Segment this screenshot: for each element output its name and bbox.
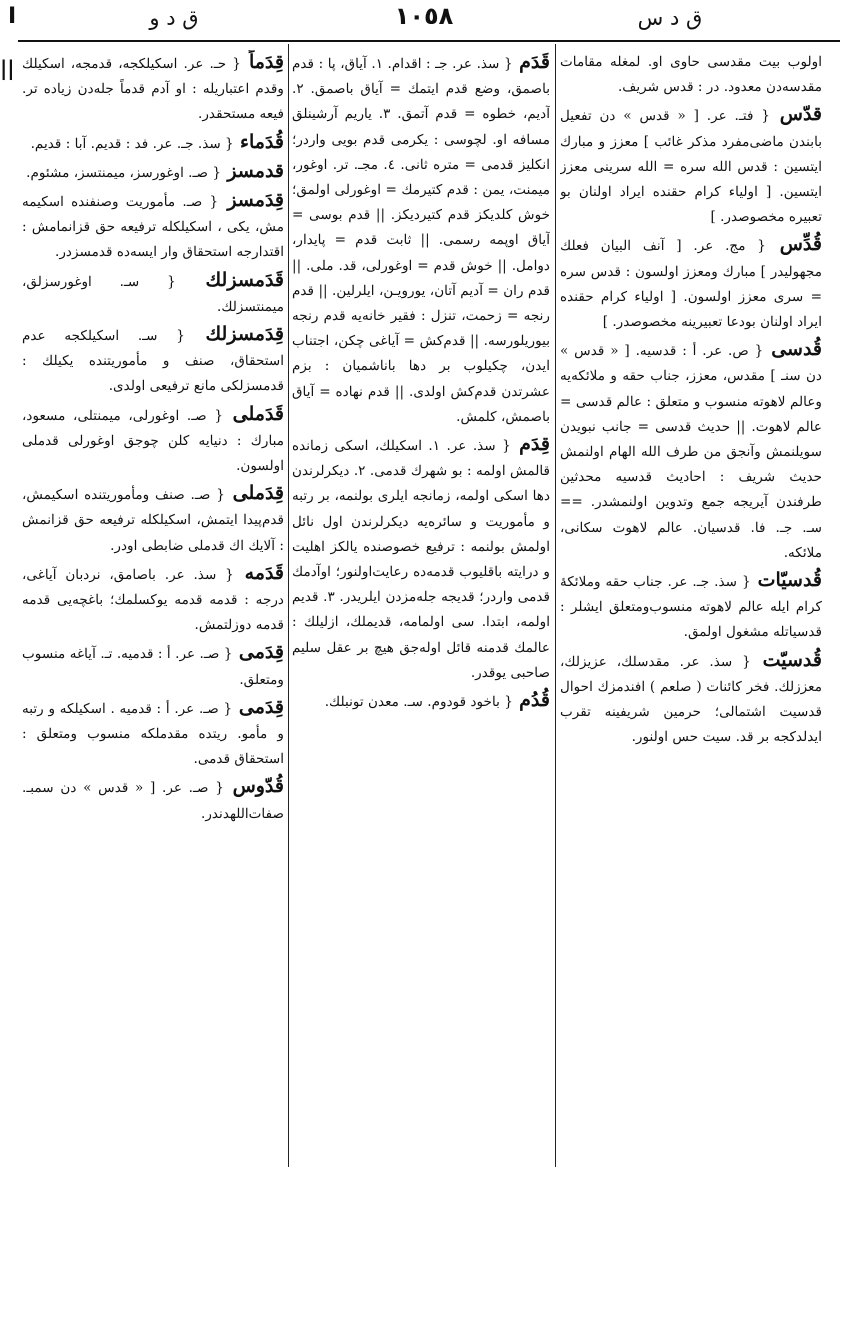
entry-headword: قُدّوس (232, 775, 284, 798)
entry-definition: { باخود قودوم. سـ. معدن تونبلك. (324, 694, 513, 711)
dictionary-entry (560, 102, 822, 230)
entry-definition: { صـ. عر. أ : قدمیه. تـ. آیاغه منسوب ومتعلق. (22, 646, 284, 688)
entry-definition: { سذ. جـ. عر. جناب حقه وملائکهٔ کرام ایله عالم لاهوته منسوب‌ومتعلق ایشلر : قدسیاتله مشغول اولمق. (560, 574, 822, 641)
entry-headword: قَدَمه (244, 561, 284, 584)
entry-definition: { سذ. جـ. عر. فد : قدیم. آبا : قدیم. (30, 135, 234, 152)
entry-headword: قَدَمسزلك (205, 268, 284, 291)
entry-headword: قُدسیّات (757, 569, 822, 592)
entry-definition: { حـ. عر. اسکیلکجه، قدمجه، اسکیلك وقدم اعتباریله : او آدم قدماً جله‌دن زیاده تر. فیعه مستحقدر. (22, 56, 284, 123)
entry-headword: قَدَملی (232, 402, 284, 425)
entry-headword: قِدَماً (248, 51, 284, 73)
dictionary-entry (560, 568, 822, 646)
entry-headword: قُدُم (519, 689, 550, 712)
dictionary-entry (22, 322, 284, 400)
dictionary-entry (22, 188, 284, 266)
entry-definition: { صـ. صنف ومأموریتنده اسکیمش، قدم‌پیدا ایتمش، اسکیلکله ترفیعه حق قزانمش : آلایك اك قدملی ضابطی اودر. (22, 487, 284, 554)
dictionary-entry (22, 695, 284, 773)
dictionary-entry (560, 232, 822, 335)
dictionary-entry (292, 688, 550, 715)
margin-mark: || (0, 56, 15, 80)
entry-headword: قُدسیّت (762, 648, 822, 671)
column-right (560, 50, 822, 1167)
dictionary-entry (292, 50, 550, 430)
header-rule (18, 40, 840, 42)
dictionary-entry (560, 50, 822, 100)
entry-definition: { سـ. اوغورسزلق، میمنتسزلك. (22, 273, 284, 315)
dictionary-entry (22, 561, 284, 639)
column-divider-right (555, 44, 556, 1167)
dictionary-entry (22, 130, 284, 157)
entry-definition: { سذ. عر. ١. اسکیلك، اسکی زمانده قالمش اولمه : بو شهرك قدمی. ٢. دیکرلرندن دها اسکی اولمه، زمانجه ایلری بولنمه، بر رتبه و مأموریت و سائره‌یه دیکرلرندن اول نائل اولمش بولنمه : ترفیع خصوصنده یالکز اهلیت و درایته باقلیوب قدمه‌ده رعایت‌اولنور؛ اوآدمك قدمی واردر؛ قدیجه جله‌مزدن ایلریدر. ٣. قدیم اولمه، ابتدا. سی اولمامه، قدیملك، ازلیلك : عالمك قدمنه قائل اوله‌جق هیچ بر عقل سلیم صاحبی یوقدر. (292, 438, 550, 681)
dictionary-entry (22, 774, 284, 826)
entry-definition: { سذ. عر. مقدسلك، عزیزلك، معززلك. فخر کائنات ( صلعم ) افندمزك احوال قدسیت اشتمالی؛ حرمین شریفینه تقرب ایدلدکجه بر قد. سیت حس اولنور. (560, 653, 822, 746)
entry-headword: قِدَمی (238, 641, 284, 664)
dictionary-entry (560, 648, 822, 751)
entry-headword: قدّس (779, 103, 822, 126)
column-left (22, 50, 284, 1167)
entry-headword: قُدسی (771, 338, 822, 361)
entry-definition: { سذ. عر. باصامق، نردبان آیاغی، درجه : قدمه قدمه یوکسلمك؛ باغچه‌یی قدمه قدمه دوزلتمش. (22, 566, 284, 634)
dictionary-entry (22, 50, 284, 128)
page-number: ١٠٥٨ (394, 2, 454, 30)
dictionary-entry (22, 268, 284, 320)
entry-definition: { سـ. اسکیلکجه عدم استحقاق، صنف و مأموریتنده یکیلك : قدمسزلکی مانع ترفیعی اولدی. (22, 328, 284, 395)
entry-headword: قُدِّس (779, 233, 822, 256)
entry-definition: { فتـ. عر. [ « قدس » دن تفعیل بابندن ماضی‌مفرد مذکر غائب ] معزز و مبارك ایتسین : قدس الله سره = الله سرینی معزز ایتسین. [ اولیاء کرام حقنده ایراد اولنان بو تعبیره مخصوصدر. ] (560, 108, 822, 226)
dictionary-entry (560, 337, 822, 566)
header-guide-word-left: ق د و (149, 6, 199, 30)
entry-definition: { صـ. عر. [ « قدس » دن سمبـ. صفات‌اللهدندر. (22, 780, 284, 822)
entry-definition: { صـ. اوغورسز، میمنتسز، مشئوم. (26, 164, 221, 181)
entry-definition: { ص. عر. أ : قدسیه. [ « قدس » دن سنـ ] مقدس، معزز، جناب حقه و ملائکه‌یه وعالم لاهوته منسوب و متعلق : عالم قدسی = عالم لاهوت. || حدیث قدسی = جانب نبویدن سویلنمش وآنجق من طرف الله الهام اولنمش حدیث شریف : احادیث قدسیه محدثین طرفندن آیریجه جمع وتدوین اولنمشدر. == سـ. جـ. فا. قدسیان. عالم لاهوت سکانی، ملائکه. (560, 343, 822, 561)
dictionary-entry (22, 402, 284, 480)
column-middle (292, 50, 550, 1167)
dictionary-entry (22, 640, 284, 692)
entry-headword: قِدَمسزلك (205, 323, 284, 346)
entry-headword: قِدَملی (232, 482, 284, 505)
entry-definition: { مج. عر. [ آنف البیان فعلك مجهولیدر ] مبارك ومعزز اولسون : قدس سره = سری معزز اولسون. [ اولیاء کرام حقنده ایراد اولنان بودعا تعبیرینه مخصوصدر. ] (560, 238, 822, 331)
header-guide-word-right: ق د س (637, 6, 703, 30)
entry-definition: { سذ. عر. جـ : اقدام. ١. آیاق، پا : قدم باصمق، وضع قدم ایتمك = آیاق باصمق. ٢. آدیم، خطوه = قدم آتمق. ٣. یاریم آرشینلق مسافه او. لچوسی : یکرمی قدم بویی واردر؛ انکلیز قدمی = متره ثانی. ٤. مجـ. تر. اوغور، میمنت، یمن : قدم کتیرمك = اوغورلی اولمق؛ خوش کلدیکز قدم کتیردیکز. || قدم بوسی = آیاق اوپمه رسمی. || ثابت قدم = پایدار، دوامل. || خوش قدم = اوغورلی، قد. ملی. || قدم ران = آدیم آتان، یورویـن، ایلرلین. || قدم رنجه = زحمت، تنزل : فقیر خانه‌یه قدم رنجه بیوریلورسه. || قدم‌کش = آیاغی چکن، اجتناب ایدن، چکیلوب بر دها باناشمیان : بزم عشرتدن قدم‌کش اولدی. || قدم نهاده = آیاق باصمش، کلمش. (292, 56, 550, 425)
entry-definition: { صـ. اوغورلی، میمنتلی، مسعود، مبارك : دنیایه کلن چوجق اوغورلی قدملی اولسون. (22, 407, 284, 475)
entry-definition: اولوب بیت مقدسی حاوی او. لمغله مقامات مقدسه‌دن معدود. در : قدس شریف. (560, 54, 822, 96)
entry-headword: قِدَمسز (227, 189, 284, 212)
entry-definition: { صـ. عر. أ : قدمیه . اسکیلکه و رتبه و مأمو. ریتده مقدملکه منسوب ومتعلق : استحقاق قدمی. (22, 700, 284, 768)
dictionary-entry (22, 159, 284, 186)
column-divider-left (288, 44, 289, 1167)
entry-headword: قِدَمی (238, 695, 284, 718)
dictionary-entry (22, 481, 284, 559)
entry-headword: قدمسز (227, 159, 284, 182)
entry-headword: قُدَماء (240, 130, 284, 153)
entry-headword: قِدَم (519, 433, 550, 456)
entry-definition: { صـ. مأموریت وصنفنده اسکیمه مش، یکی ، اسکیلکله ترفیعه حق قزانمامش : اقتدارجه استحقاق وار ایسه‌ده قدمسزدر. (22, 194, 284, 261)
corner-mark: I (8, 4, 17, 29)
dictionary-entry (292, 432, 550, 686)
entry-headword: قَدَم (519, 51, 550, 73)
